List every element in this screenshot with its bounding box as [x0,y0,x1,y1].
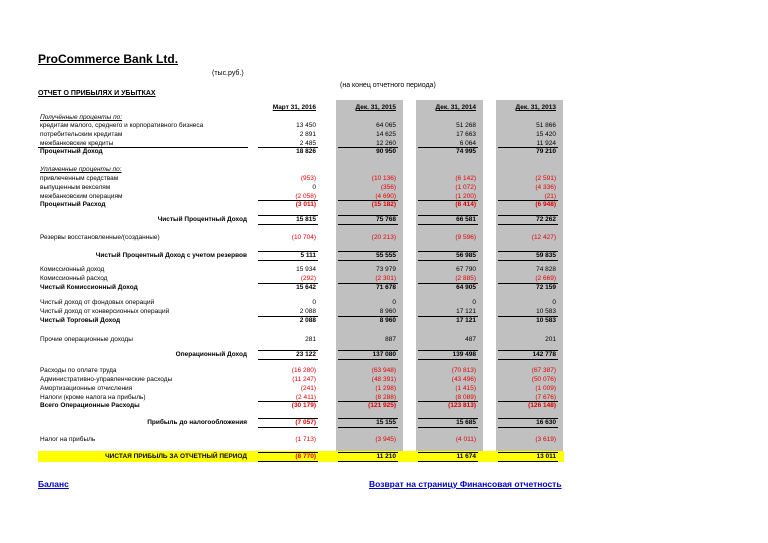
cell-value: (63 948) [371,367,396,374]
cell-value: (15 182) [371,201,396,208]
subtotal-rule [338,316,398,317]
total-rule [338,350,398,351]
cell-value: 6 064 [459,140,476,147]
cell-value: 72 262 [536,216,556,223]
cell-value: (43 496) [451,376,476,383]
cell-value: 17 121 [456,317,476,324]
subtotal-rule [498,283,558,284]
table-row [0,401,768,410]
subtotal-rule [498,401,558,402]
total-rule [338,427,398,428]
total-rule [338,260,398,261]
cell-value: (2 058) [295,193,316,200]
cell-value: (1 298) [375,385,396,392]
cell-value: 0 [472,299,476,306]
cell-value: 51 268 [456,122,476,129]
cell-value: (8 288) [375,394,396,401]
cell-value: 0 [312,299,316,306]
column-header-3: Дек. 31, 2014 [435,104,476,111]
table-row [0,384,768,393]
total-rule [258,461,318,462]
row-label: Чистый доход от фондовых операций [40,299,155,306]
cell-value: 0 [312,184,316,191]
subtotal-rule [418,316,478,317]
row-label: Процентный Доход [40,148,103,155]
table-row [0,165,768,174]
cell-value: (10 704) [291,234,316,241]
total-rule [338,461,398,462]
total-rule [498,251,558,252]
total-rule [338,418,398,419]
cell-value: (48 391) [371,376,396,383]
table-row [0,130,768,139]
column-header-2: Дек. 31, 2015 [355,104,396,111]
table-row [0,274,768,283]
cell-value: 8 960 [379,317,396,324]
cell-value: 11 210 [376,453,396,460]
subtotal-rule [258,401,318,402]
table-row [0,215,768,224]
table-row [0,233,768,242]
cell-value: 66 581 [456,216,476,223]
total-rule [418,260,478,261]
cell-value: 13 011 [536,453,556,460]
row-label: Чистый Комиссионный Доход [40,284,138,291]
total-rule [418,215,478,216]
cell-value: 887 [385,336,396,343]
cell-value: 16 630 [536,419,556,426]
subtotal-rule [498,316,558,317]
cell-value: 0 [552,299,556,306]
row-label: Операционный Доход [175,351,247,358]
table-row [0,452,768,461]
subtotal-rule [258,147,318,148]
cell-value: (70 813) [451,367,476,374]
table-row [0,183,768,192]
cell-value: 2 891 [299,131,316,138]
subtotal-rule [338,283,398,284]
cell-value: (8 770) [295,453,316,460]
subtotal-rule [418,147,478,148]
cell-value: (123 813) [448,402,476,409]
label-rule [38,147,248,148]
cell-value: 67 790 [456,266,476,273]
cell-value: 17 663 [456,131,476,138]
statement-title: ОТЧЕТ О ПРИБЫЛЯХ И УБЫТКАХ [38,90,156,97]
cell-value: (67 387) [531,367,556,374]
row-label: межбанковские кредиты [40,140,114,147]
table-row [0,121,768,130]
column-header-4: Дек. 31, 2013 [515,104,556,111]
cell-value: (4 336) [535,184,556,191]
cell-value: 17 121 [456,308,476,315]
total-rule [418,418,478,419]
total-rule [498,427,558,428]
cell-value: (1 072) [455,184,476,191]
row-label: Амортизационные отчисления [40,385,133,392]
row-label: Чистый Торговый Доход [40,317,121,324]
row-label: Комиссионный доход [40,266,105,273]
table-row [0,335,768,344]
total-rule [338,251,398,252]
table-row [0,307,768,316]
cell-value: 139 498 [452,351,476,358]
cell-value: 11 924 [536,140,556,147]
table-row [0,283,768,292]
back-to-financial-reports-link[interactable]: Возврат на страницу Финансовая отчетность [369,479,562,489]
subtotal-rule [338,200,398,201]
cell-value: 15 934 [296,266,316,273]
cell-value: (2 885) [455,275,476,282]
row-label: Комиссионный расход [40,275,108,282]
table-row [0,298,768,307]
cell-value: (21) [544,193,556,200]
cell-value: 64 905 [456,284,476,291]
column-header-1: Март 31, 2016 [272,104,316,111]
cell-value: (8 414) [455,201,476,208]
table-row [0,316,768,325]
cell-value: (1 009) [535,385,556,392]
row-label: Чистый доход от конверсионных операций [40,308,170,315]
total-rule [498,350,558,351]
row-label: Чистый Процентный Доход [157,216,247,223]
cell-value: 12 260 [376,140,396,147]
cell-value: 2 485 [299,140,316,147]
cell-value: 64 065 [376,122,396,129]
cell-value: 71 678 [376,284,396,291]
table-row [0,251,768,260]
cell-value: (241) [300,385,316,392]
subtotal-rule [258,316,318,317]
total-rule [258,260,318,261]
units-note: (тыс.руб.) [212,70,244,77]
cell-value: (3 011) [295,201,316,208]
subtotal-rule [338,147,398,148]
table-row [0,418,768,427]
cell-value: 18 826 [296,148,316,155]
cell-value: 2 088 [299,308,316,315]
cell-value: 10 583 [536,317,556,324]
cell-value: 201 [545,336,556,343]
cell-value: 74 828 [536,266,556,273]
row-label: Налог на прибыль [40,436,96,443]
cell-value: 90 950 [376,148,396,155]
total-rule [258,215,318,216]
period-note: (на конец отчетного периода) [340,82,436,89]
row-label: Налоги (кроме налога на прибыль) [40,394,146,401]
table-row [0,435,768,444]
cell-value: 74 995 [456,148,476,155]
cell-value: 14 625 [376,131,396,138]
cell-value: 15 420 [536,131,556,138]
total-rule [418,224,478,225]
row-label: межбанковским операциям [40,193,123,200]
cell-value: 8 960 [379,308,396,315]
cell-value: (2 591) [535,175,556,182]
total-rule [258,359,318,360]
total-rule [498,452,558,453]
cell-value: 23 122 [296,351,316,358]
row-label: ЧИСТАЯ ПРИБЫЛЬ ЗА ОТЧЕТНЫЙ ПЕРИОД [105,453,247,460]
subtotal-rule [258,283,318,284]
row-label: Расходы по оплате труда [40,367,117,374]
cell-value: 55 555 [376,252,396,259]
cell-value: 137 080 [372,351,396,358]
table-row [0,375,768,384]
cell-value: 73 979 [376,266,396,273]
total-rule [498,359,558,360]
cell-value: (6 948) [535,201,556,208]
cell-value: (1 415) [455,385,476,392]
cell-value: 281 [305,336,316,343]
cell-value: 59 835 [536,252,556,259]
cell-value: (2 669) [535,275,556,282]
bank-name: ProCommerce Bank Ltd. [38,52,179,66]
cell-value: (3 945) [375,436,396,443]
table-row [0,350,768,359]
cell-value: 0 [392,299,396,306]
total-rule [258,251,318,252]
table-row [0,147,768,156]
row-label: Прибыль до налогообложения [147,419,247,426]
cell-value: 11 674 [456,453,476,460]
total-rule [418,251,478,252]
total-rule [338,215,398,216]
cell-value: (2 301) [375,275,396,282]
total-rule [258,418,318,419]
cell-value: 15 685 [456,419,476,426]
balance-link[interactable]: Баланс [38,479,69,489]
cell-value: 51 866 [536,122,556,129]
cell-value: 13 450 [296,122,316,129]
total-rule [498,461,558,462]
row-label: Административно-управленческие расходы [40,376,173,383]
total-rule [258,427,318,428]
row-label: Получённые проценты по: [40,114,123,121]
cell-value: 5 111 [300,252,316,259]
cell-value: (8 089) [455,394,476,401]
subtotal-rule [498,200,558,201]
table-row [0,200,768,209]
subtotal-rule [338,401,398,402]
row-label: Резервы восстановленные/(созданные) [40,234,160,241]
total-rule [418,350,478,351]
table-row [0,366,768,375]
cell-value: (121 925) [368,402,396,409]
total-rule [418,461,478,462]
table-row [0,174,768,183]
total-rule [418,427,478,428]
row-label: Процентный Расход [40,201,106,208]
total-rule [338,359,398,360]
cell-value: 487 [465,336,476,343]
cell-value: (4 690) [375,193,396,200]
cell-value: (20 213) [371,234,396,241]
subtotal-rule [418,200,478,201]
cell-value: 142 778 [532,351,556,358]
cell-value: (10 136) [371,175,396,182]
cell-value: (30 179) [291,402,316,409]
total-rule [418,452,478,453]
row-label: привлеченным средствам [40,175,119,182]
cell-value: (356) [380,184,396,191]
total-rule [498,224,558,225]
cell-value: 79 210 [536,148,556,155]
cell-value: (12 427) [531,234,556,241]
cell-value: 56 985 [456,252,476,259]
cell-value: (953) [300,175,316,182]
cell-value: (7 057) [295,419,316,426]
cell-value: 15 815 [296,216,316,223]
total-rule [498,418,558,419]
cell-value: 15 155 [376,419,396,426]
row-label: Прочие операционные доходы [40,336,133,343]
cell-value: (2 411) [295,394,316,401]
total-rule [338,452,398,453]
cell-value: (292) [300,275,316,282]
cell-value: (3 619) [535,436,556,443]
total-rule [498,260,558,261]
cell-value: 72 159 [536,284,556,291]
subtotal-rule [258,200,318,201]
cell-value: (6 142) [455,175,476,182]
cell-value: (11 247) [292,376,316,383]
cell-value: (1 713) [295,436,316,443]
cell-value: (16 280) [291,367,316,374]
subtotal-rule [418,401,478,402]
cell-value: (1 200) [455,193,476,200]
total-rule [258,452,318,453]
row-label: Всего Операционные Расходы [40,402,140,409]
cell-value: 15 642 [296,284,316,291]
row-label: потребительским кредитам [40,131,123,138]
row-label: выпущенным векселям [40,184,111,191]
total-rule [498,215,558,216]
total-rule [258,224,318,225]
table-row [0,265,768,274]
cell-value: (4 011) [455,436,476,443]
row-label: Чистый Процентный Доход с учетом резервов [95,252,247,259]
subtotal-rule [498,147,558,148]
cell-value: 10 583 [536,308,556,315]
cell-value: (7 676) [535,394,556,401]
cell-value: 75 768 [376,216,396,223]
total-rule [418,359,478,360]
cell-value: (9 596) [455,234,476,241]
total-rule [338,224,398,225]
row-label: кредитам малого, среднего и корпоративного бизнеса [40,122,204,129]
cell-value: (126 148) [528,402,556,409]
subtotal-rule [418,283,478,284]
cell-value: 2 088 [299,317,316,324]
total-rule [258,350,318,351]
row-label: Уплаченные проценты по: [40,166,122,173]
cell-value: (50 076) [531,376,556,383]
